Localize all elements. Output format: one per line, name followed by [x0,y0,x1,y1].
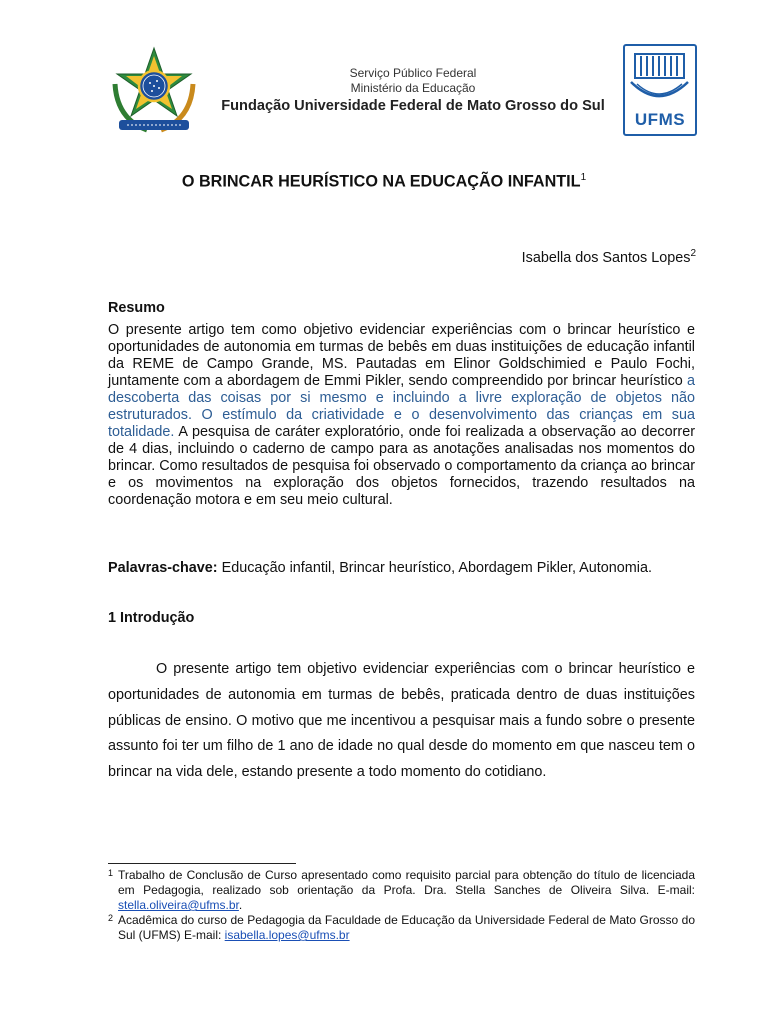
title-footnote-ref[interactable]: 1 [580,172,587,183]
footnote-1-email-link[interactable]: stella.oliveira@ufms.br [118,898,239,912]
footnote-1 [108,868,695,913]
footnote-separator [108,863,296,864]
brazil-coat-of-arms-icon [107,44,201,138]
footnote-2-email-link[interactable]: isabella.lopes@ufms.br [224,928,350,942]
abstract-part-3: A pesquisa de caráter exploratório, onde foi realizada a observação ao decorrer de 4 dias, incluindo o caderno de campo para as anotações analisadas nos momentos do brincar. Como resultados de pesquisa foi observado o comportamento da criança ao brincar e os movimentos na exploração dos objetos fornecidos, trazendo resultados na coordenação motora e em seu meio cultural. [108,424,695,508]
header-line-service: Serviço Público Federal [349,66,477,80]
title-text: O BRINCAR HEURÍSTICO NA EDUCAÇÃO INFANTIL [181,172,581,191]
abstract-part-2: a descoberta das coisas por si mesmo e incluindo a livre exploração de objetos não estruturados. O estímulo da criatividade e o desenvolvimento das crianças em sua totalidade. [108,373,695,440]
header-line-ministry: Ministério da Educação [350,81,476,95]
keywords-value: Educação infantil, Brincar heurístico, Abordagem Pikler, Autonomia. [217,560,652,576]
abstract-heading: Resumo [108,300,165,316]
keywords-label: Palavras-chave: [108,560,218,576]
footnote-2-number: 2 [108,913,114,923]
author-line [522,248,696,266]
keywords-line [108,560,652,576]
abstract-body [108,322,695,509]
intro-heading: 1 Introdução [108,610,195,626]
footnote-1-text [108,868,695,913]
intro-paragraph [108,657,695,786]
footnote-2 [108,913,695,943]
author-footnote-ref[interactable]: 2 [690,248,696,259]
ufms-logo [623,44,697,136]
institution-header [206,66,620,115]
intro-text: O presente artigo tem objetivo evidenciar experiências com o brincar heurístico e oportunidades de autonomia em turmas de bebês, praticada dentro de duas instituições públicas de ensino. O motivo que me incentivou a pesquisar mais a fundo sobre o presente assunto foi ter um filho de 1 ano de idade no qual desde do momento em que nasceu tem o brincar na vida dele, estando presente a todo momento do cotidiano. [108,661,695,781]
header-line-university: Fundação Universidade Federal de Mato Grosso do Sul [221,98,605,114]
paper-title [0,172,768,191]
footnote-1-after: . [238,898,243,912]
author-name: Isabella dos Santos Lopes [521,249,691,266]
page-header [0,0,768,150]
ufms-logo-text: UFMS [634,110,686,129]
footnote-1-number: 1 [108,868,114,878]
footnote-1-body: Trabalho de Conclusão de Curso apresentado como requisito parcial para obtenção do título de licenciada em Pedagogia, realizado sob orientação da Profa. Dra. Stella Sanches de Oliveira Silva. E-mail: [118,868,695,897]
abstract-part-1: O presente artigo tem como objetivo evidenciar experiências com o brincar heurístico e oportunidades de autonomia em turmas de bebês em duas instituições de educação infantil da REME de Campo Grande, MS. Pautadas em Elinor Goldschimied e Paulo Fochi, juntamente com a abordagem de Emmi Pikler, sendo compreendido por brincar heurístico [108,322,695,389]
footnote-2-text [108,913,695,943]
footnote-2-body: Acadêmica do curso de Pedagogia da Faculdade de Educação da Universidade Federal de Mato Grosso do Sul (UFMS) E-mail: [118,913,695,942]
ufms-building-icon [625,48,694,110]
